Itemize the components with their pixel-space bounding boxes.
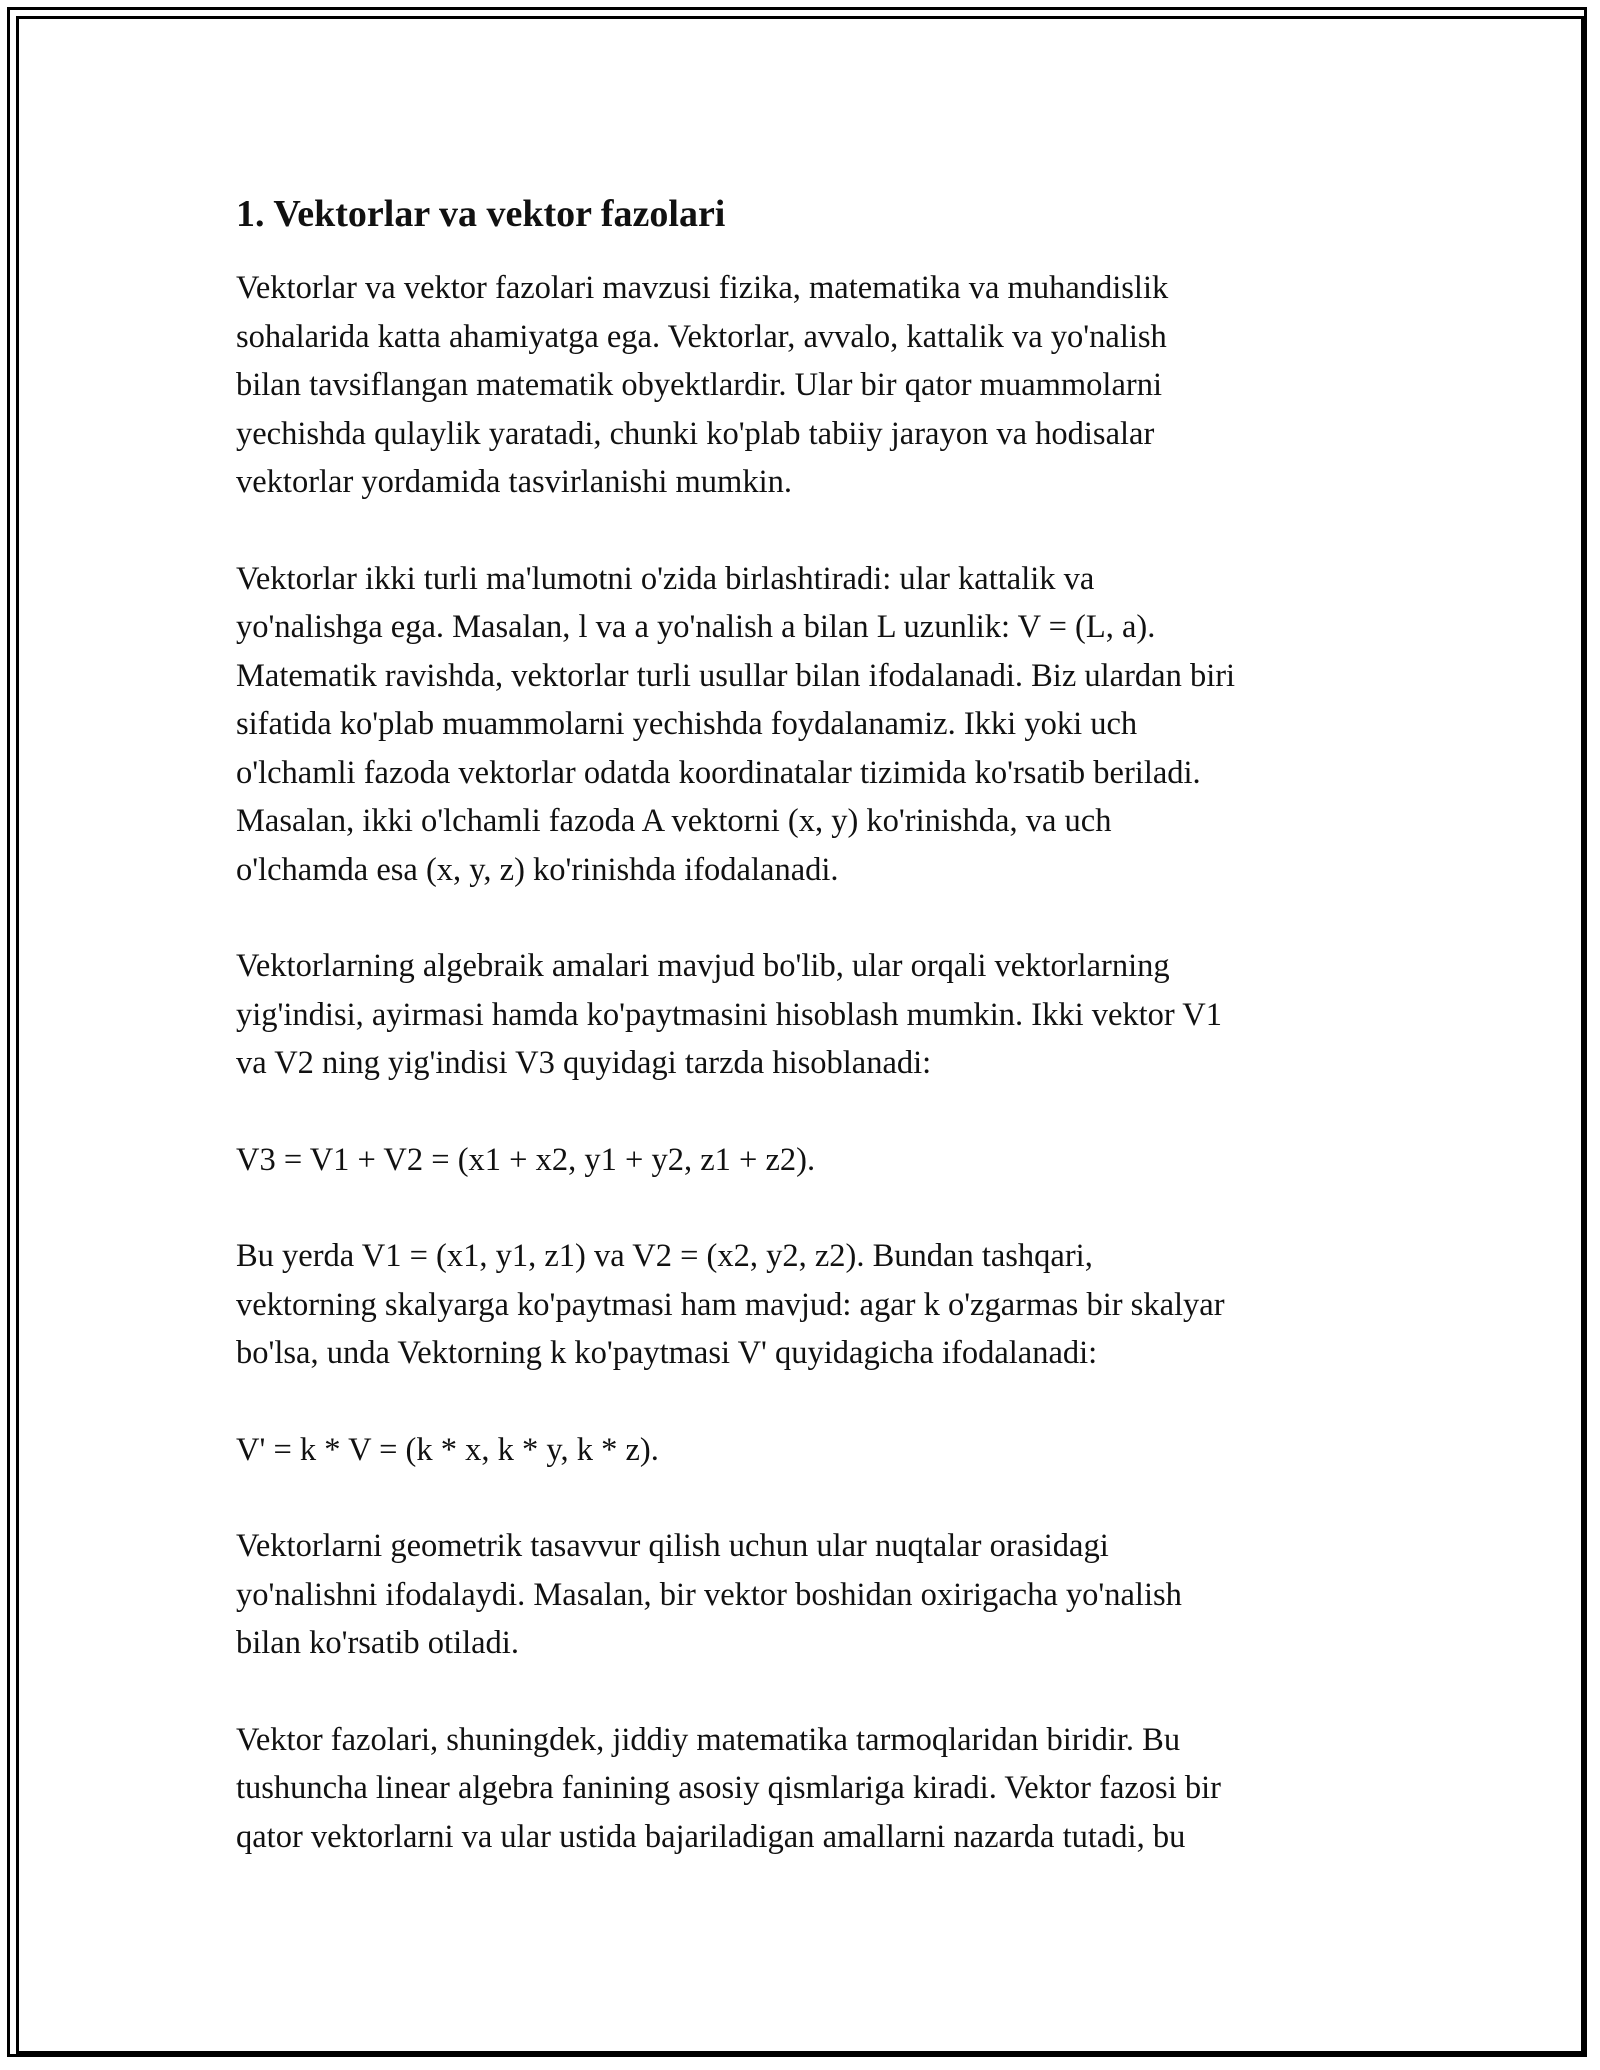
text-line: va V2 ning yig'indisi V3 quyidagi tarzda hisoblanadi:	[236, 1045, 932, 1081]
text-line: bilan tavsiflangan matematik obyektlardir. Ular bir qator muammolarni	[236, 367, 1162, 403]
text-line: vektorlar yordamida tasvirlanishi mumkin.	[236, 464, 792, 500]
text-line: o'lchamda esa (x, y, z) ko'rinishda ifodalanadi.	[236, 851, 839, 888]
text-line: bilan ko'rsatib otiladi.	[236, 1625, 519, 1661]
text-line: sifatida ko'plab muammolarni yechishda foydalanamiz. Ikki yoki uch	[236, 706, 1138, 742]
text-line: yo'nalishga ega. Masalan, l va a yo'nalish a bilan L uzunlik: V = (L, a).	[236, 609, 1156, 645]
paragraph-definition	[236, 555, 1376, 895]
text-line: Bu yerda V1 = (x1, y1, z1) va V2 = (x2, y2, z2). Bundan tashqari,	[236, 1238, 1093, 1274]
text-line: Vektor fazolari, shuningdek, jiddiy matematika tarmoqlaridan biridir. Bu	[236, 1721, 1181, 1758]
text-line: Vektorlarning algebraik amalari mavjud bo'lib, ular orqali vektorlarning	[236, 948, 1170, 984]
text-line: Matematik ravishda, vektorlar turli usullar bilan ifodalanadi. Biz ulardan biri	[236, 657, 1236, 694]
paragraph-algebra	[236, 942, 1376, 1088]
text-line: yig'indisi, ayirmasi hamda ko'paytmasini hisoblash mumkin. Ikki vektor V1	[236, 996, 1223, 1033]
text-line: vektorning skalyarga ko'paytmasi ham mavjud: agar k o'zgarmas bir skalyar	[236, 1286, 1225, 1323]
text-line: yo'nalishni ifodalaydi. Masalan, bir vektor boshidan oxirigacha yo'nalish	[236, 1576, 1182, 1613]
paragraph-intro	[236, 264, 1376, 507]
text-line: Vektorlar ikki turli ma'lumotni o'zida birlashtiradi: ular kattalik va	[236, 560, 1095, 597]
text-line: V3 = V1 + V2 = (x1 + x2, y1 + y2, z1 + z2).	[236, 1141, 816, 1178]
text-line: yechishda qulaylik yaratadi, chunki ko'plab tabiiy jarayon va hodisalar	[236, 415, 1155, 452]
paragraph-geometry	[236, 1522, 1376, 1668]
text-line: Vektorlarni geometrik tasavvur qilish uchun ular nuqtalar orasidagi	[236, 1528, 1109, 1564]
text-line: Masalan, ikki o'lchamli fazoda A vektorni (x, y) ko'rinishda, va uch	[236, 803, 1112, 839]
text-line: tushuncha linear algebra fanining asosiy qismlariga kiradi. Vektor fazosi bir	[236, 1770, 1221, 1806]
document-body	[236, 186, 1376, 1909]
paragraph-vector-spaces	[236, 1716, 1376, 1862]
section-heading: 1. Vektorlar va vektor fazolari	[236, 193, 726, 235]
text-line: sohalarida katta ahamiyatga ega. Vektorlar, avvalo, kattalik va yo'nalish	[236, 318, 1167, 355]
text-line: V' = k * V = (k * x, k * y, k * z).	[236, 1431, 659, 1468]
paragraph-scalar	[236, 1232, 1376, 1378]
formula-vector-sum	[236, 1136, 1376, 1185]
text-line: bo'lsa, unda Vektorning k ko'paytmasi V' quyidagicha ifodalanadi:	[236, 1335, 1098, 1371]
text-line: o'lchamli fazoda vektorlar odatda koordinatalar tizimida ko'rsatib beriladi.	[236, 754, 1201, 791]
text-line: qator vektorlarni va ular ustida bajariladigan amallarni nazarda tutadi, bu	[236, 1818, 1186, 1855]
text-line: Vektorlar va vektor fazolari mavzusi fizika, matematika va muhandislik	[236, 270, 1169, 306]
formula-scalar-product	[236, 1426, 1376, 1475]
